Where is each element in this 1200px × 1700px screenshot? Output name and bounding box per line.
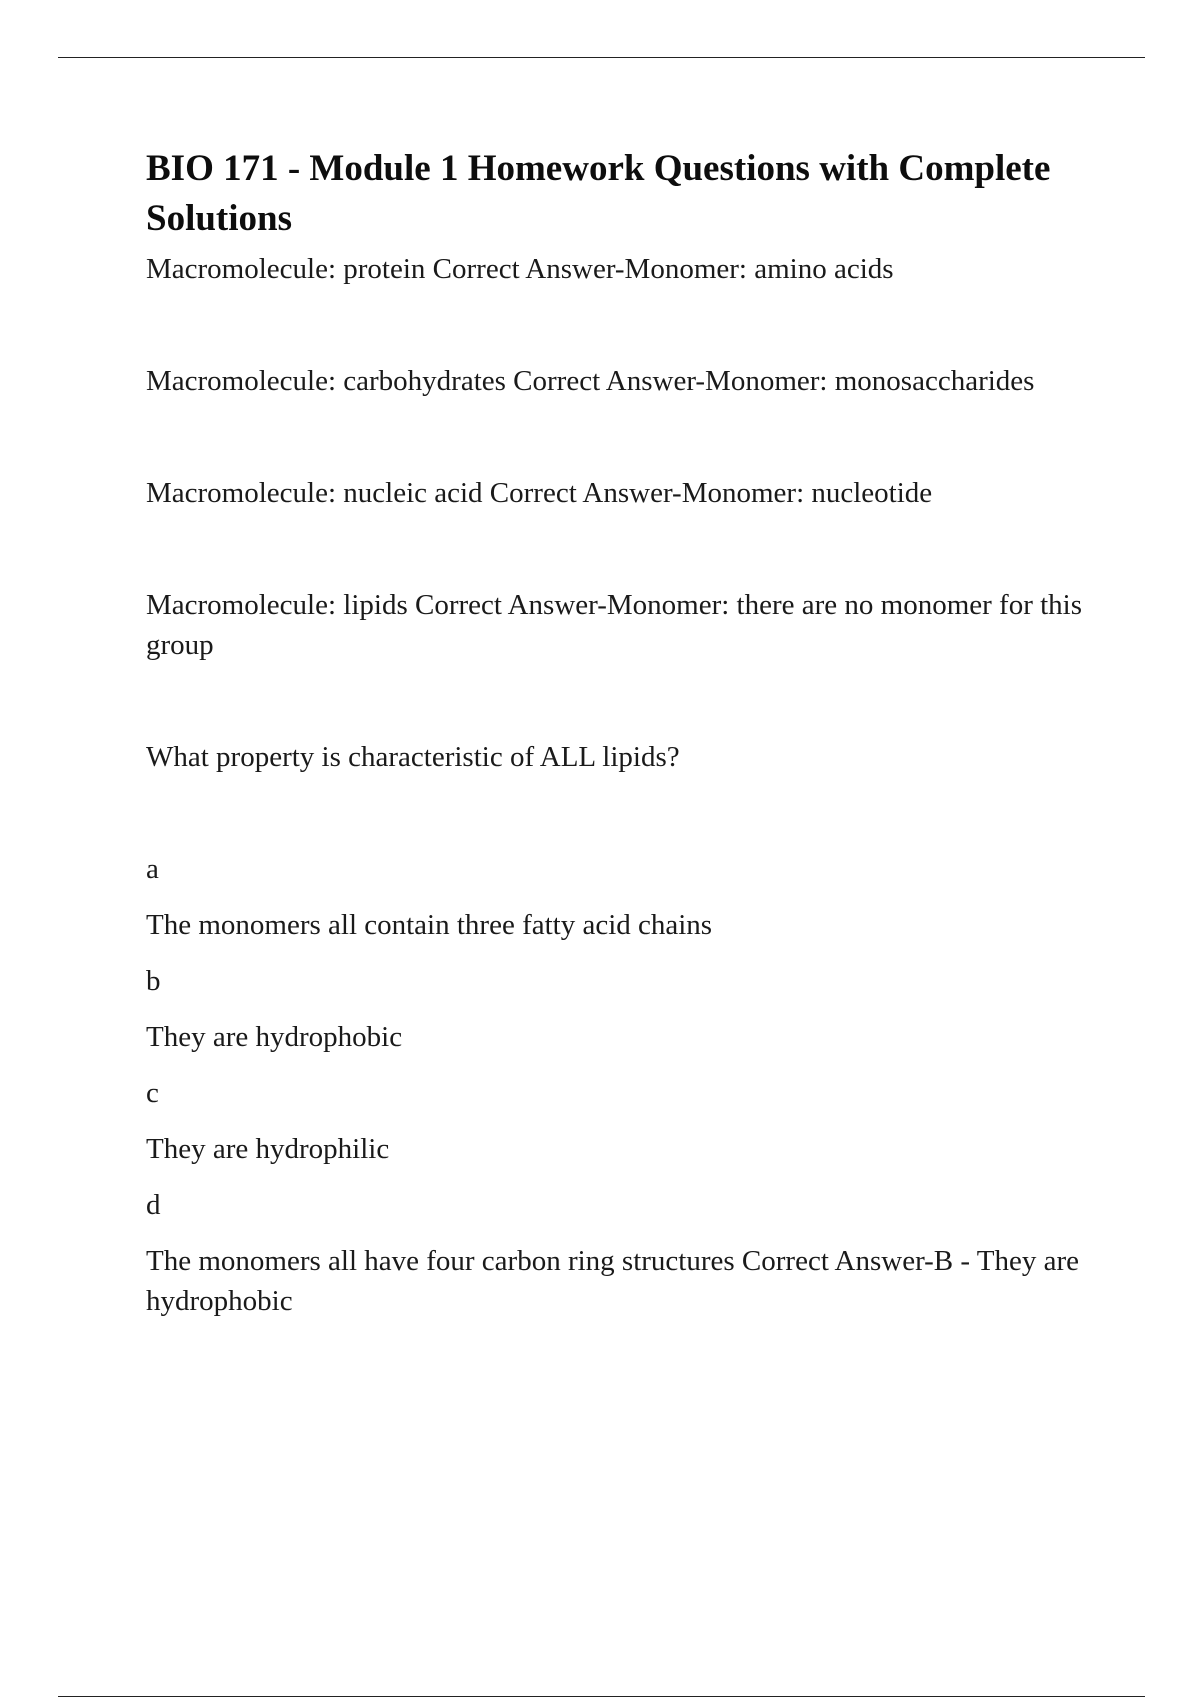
option-b-label: b xyxy=(146,965,161,997)
option-d-text-with-answer: The monomers all have four carbon ring structures Correct Answer-B - They are hydrophobic xyxy=(146,1245,1080,1317)
question-text: What property is characteristic of ALL lipids? xyxy=(146,741,680,773)
qa-item-protein: Macromolecule: protein Correct Answer-Monomer: amino acids xyxy=(146,253,894,285)
top-divider xyxy=(58,57,1145,58)
option-c-text: They are hydrophilic xyxy=(146,1133,390,1165)
document-title: BIO 171 - Module 1 Homework Questions with Complete Solutions xyxy=(146,148,1051,239)
option-c-label: c xyxy=(146,1077,159,1109)
qa-item-nucleic-acid: Macromolecule: nucleic acid Correct Answer-Monomer: nucleotide xyxy=(146,477,933,509)
qa-item-carbohydrates: Macromolecule: carbohydrates Correct Answer-Monomer: monosaccharides xyxy=(146,365,1035,397)
option-d-label: d xyxy=(146,1189,161,1221)
option-a-label: a xyxy=(146,853,159,885)
option-b-text: They are hydrophobic xyxy=(146,1021,403,1053)
option-a-text: The monomers all contain three fatty acid chains xyxy=(146,909,713,941)
qa-item-lipids: Macromolecule: lipids Correct Answer-Monomer: there are no monomer for this group xyxy=(146,589,1083,661)
document-body xyxy=(146,144,1106,1321)
bottom-divider xyxy=(58,1696,1145,1697)
